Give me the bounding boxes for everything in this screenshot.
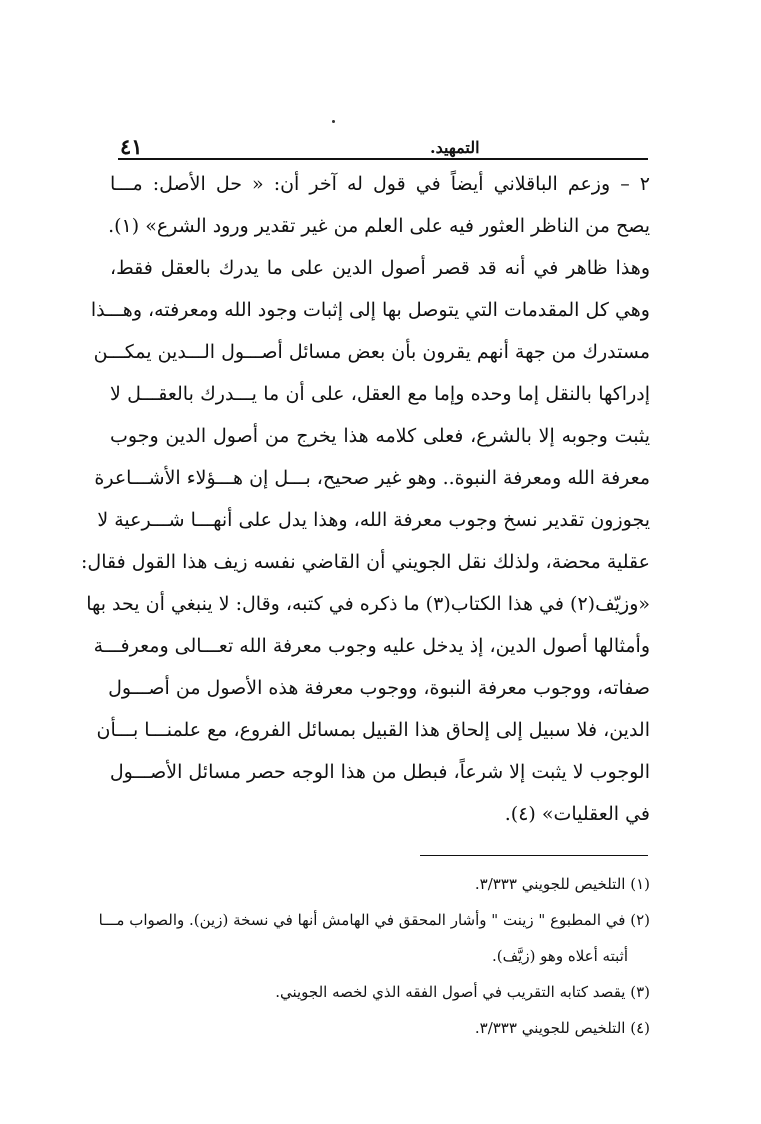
text-line: الدين، فلا سبيل إلى إلحاق هذا القبيل بمسائل الفروع، مع علمنـــا بـــأن	[96, 719, 650, 741]
page-number: ٤١	[120, 134, 143, 159]
footnote: (٢) في المطبوع " زينت " وأشار المحقق في الهامش أنها في نسخة (زين). والصواب مـــا	[98, 911, 650, 929]
footnote: (٤) التلخيص للجويني ٣/٣٣٣.	[474, 1019, 650, 1037]
text-line: وأمثالها أصول الدين، إذ يدخل عليه وجوب معرفة الله تعـــالى ومعرفـــة	[93, 635, 650, 657]
footnote: (١) التلخيص للجويني ٣/٣٣٣.	[474, 875, 650, 893]
text-line: يجوزون تقدير نسخ وجوب معرفة الله، وهذا يدل على أنهـــا شـــرعية لا	[97, 509, 650, 531]
text-line: عقلية محضة، ولذلك نقل الجويني أن القاضي نفسه زيف هذا القول فقال:	[81, 551, 650, 573]
page-header	[120, 136, 646, 158]
text-line: ٢ – وزعم الباقلاني أيضاً في قول له آخر أن: « حل الأصل: مـــا	[110, 173, 650, 195]
text-line: يثبت وجوبه إلا بالشرع، فعلى كلامه هذا يخرج من أصول الدين وجوب	[110, 425, 650, 447]
text-line: في العقليات» (٤).	[504, 803, 650, 825]
text-line: الوجوب لا يثبت إلا شرعاً، فبطل من هذا الوجه حصر مسائل الأصـــول	[109, 761, 650, 783]
text-line: «وزيّف(٢) في هذا الكتاب(٣) ما ذكره في كتبه، وقال: لا ينبغي أن يحد بها	[86, 593, 650, 615]
footnote-continuation: أثبته أعلاه وهو (زيَّف).	[492, 947, 628, 965]
footnotes	[98, 866, 650, 1046]
running-title: التمهيد.	[430, 138, 480, 157]
text-line: معرفة الله ومعرفة النبوة.. وهو غير صحيح، بـــل إن هـــؤلاء الأشـــاعرة	[94, 467, 650, 489]
top-dot-mark	[332, 120, 335, 123]
footnote-separator	[420, 855, 648, 856]
text-line: صفاته، ووجوب معرفة النبوة، ووجوب معرفة هذه الأصول من أصـــول	[108, 677, 650, 699]
header-rule	[118, 158, 648, 160]
text-line: يصح من الناظر العثور فيه على العلم من غير تقدير ورود الشرع» (١).	[108, 215, 650, 237]
text-line: مستدرك من جهة أنهم يقرون بأن بعض مسائل أصـــول الـــدين يمكـــن	[93, 341, 650, 363]
text-line: وهذا ظاهر في أنه قد قصر أصول الدين على ما يدرك بالعقل فقط،	[110, 257, 650, 279]
main-text	[81, 163, 650, 835]
text-line: وهي كل المقدمات التي يتوصل بها إلى إثبات وجود الله ومعرفته، وهـــذا	[90, 299, 650, 321]
footnote: (٣) يقصد كتابه التقريب في أصول الفقه الذي لخصه الجويني.	[275, 983, 650, 1001]
text-line: إدراكها بالنقل إما وحده وإما مع العقل، على أن ما يـــدرك بالعقـــل لا	[110, 383, 650, 405]
